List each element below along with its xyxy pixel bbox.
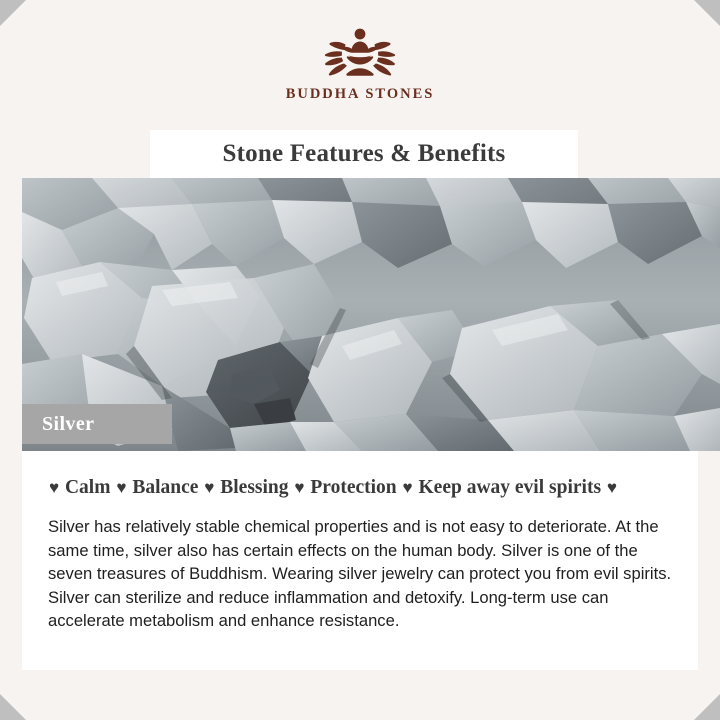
- stone-name-tag: [22, 404, 172, 444]
- keyword-item: Protection: [310, 477, 397, 498]
- page-title: Stone Features & Benefits: [222, 140, 506, 167]
- stone-description-text: Silver has relatively stable chemical properties and is not easy to deteriorate. At the same time, silver also has certain effects on the human body. Silver is one of the seven treasures of Buddhism. Wearing silver jewelry can protect you from evil spirits. Silver can sterilize and reduce inflammation and detoxify. Long-term use can accelerate metabolism and enhance resistance.: [48, 517, 672, 631]
- brand-header: [0, 0, 720, 128]
- keyword-item: Balance: [132, 477, 199, 498]
- heart-icon: ♥: [606, 478, 617, 497]
- buddha-lotus-logo-icon: [285, 20, 435, 82]
- section-title-band: [150, 130, 578, 178]
- heart-icon: ♥: [402, 478, 413, 497]
- heart-icon: ♥: [116, 478, 127, 497]
- stone-keywords: [48, 477, 672, 499]
- heart-icon: ♥: [294, 478, 305, 497]
- frame-corner-top-right: [694, 0, 720, 26]
- stone-name: Silver: [42, 412, 95, 435]
- frame-corner-bottom-left: [0, 694, 26, 720]
- heart-icon: ♥: [204, 478, 215, 497]
- keyword-item: Calm: [64, 477, 111, 498]
- heart-icon: ♥: [49, 478, 60, 497]
- keyword-item: Keep away evil spirits: [418, 477, 602, 498]
- stone-description-panel: [22, 451, 698, 670]
- keyword-item: Blessing: [220, 477, 289, 498]
- frame-corner-top-left: [0, 0, 26, 26]
- brand-name: BUDDHA STONES: [285, 86, 435, 102]
- frame-corner-bottom-right: [694, 694, 720, 720]
